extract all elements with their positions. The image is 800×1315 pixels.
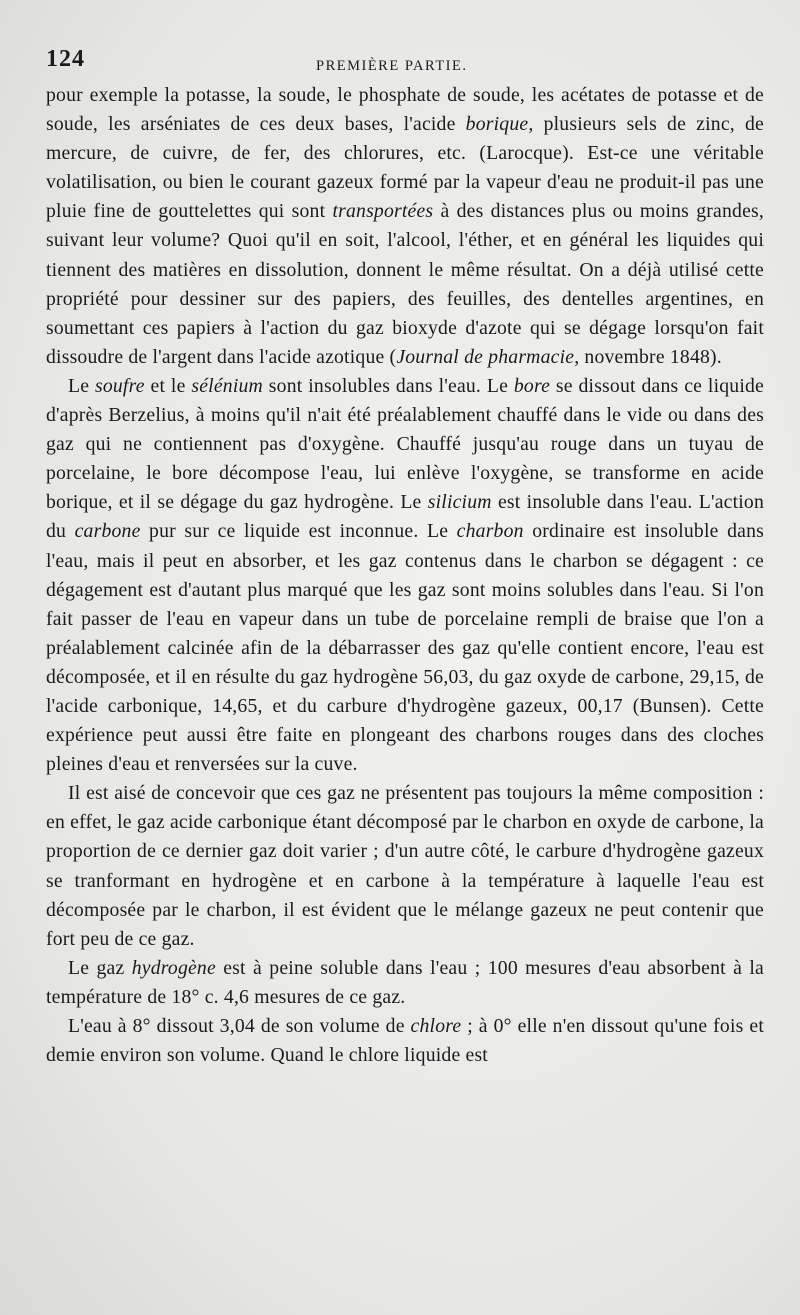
paragraph <box>46 954 764 1012</box>
italic-term: chlore <box>410 1015 462 1037</box>
paragraph <box>46 81 764 372</box>
text-run: , novembre 1848). <box>574 345 722 368</box>
running-head: PREMIÈRE PARTIE. <box>316 58 468 74</box>
text-run: Le <box>68 374 95 397</box>
text-run: Le gaz <box>68 956 132 979</box>
text-run: et le <box>144 374 192 397</box>
text-run: à des distances plus ou moins grandes, suivant leur volume? Quoi qu'il en soit, l'alcool, l'éther, et en général les liquides qui tiennent des matières en dissolution, donnent le même résultat. On a déjà utilisé cette propriété pour dessiner sur des papiers, des feuilles, des dentelles argentines, en soumettant ces papiers à l'action du gaz bioxyde d'azote qui se dégage lorsqu'on fait dissoudre de l'argent dans l'acide azotique ( <box>46 200 764 368</box>
text-run: est insoluble dans l'eau. L'action du <box>46 491 765 543</box>
text-run: Il est aisé de concevoir que ces gaz ne présentent pas toujours la même composition : en effet, le gaz acide carbonique étant décomposé par le charbon en oxyde de carbone, la proportion de ce dernier gaz doit varier ; d'un autre côté, le carbure d'hydrogène gazeux se tranformant en hydrogène et en carbone à la température à laquelle l'eau est décomposée par le charbon, il est évident que le mélange gazeux ne peut contenir que fort peu de ce gaz. <box>46 782 764 950</box>
paragraph <box>46 1012 764 1070</box>
italic-term: borique, <box>465 113 534 136</box>
italic-term: Journal de pharmacie <box>396 345 575 368</box>
italic-term: soufre <box>94 374 145 397</box>
body-text <box>46 81 764 1070</box>
text-run: ; à 0° elle n'en dissout qu'une fois et demie environ son volume. Quand le chlore liquide est <box>46 1015 764 1067</box>
text-run: L'eau à 8° dissout 3,04 de son volume de <box>68 1015 411 1037</box>
italic-term: bore <box>513 374 551 397</box>
italic-term: carbone <box>74 520 141 543</box>
text-run: pur sur ce liquide est inconnue. Le <box>140 520 457 543</box>
italic-term: transportées <box>332 200 434 223</box>
text-run: est à peine soluble dans l'eau ; 100 mesures d'eau absorbent à la température de 18° c. 4,6 mesures de ce gaz. <box>46 956 764 1008</box>
italic-term: sélénium <box>191 374 263 397</box>
text-run: pour exemple la potasse, la soude, le phosphate de soude, les acétates de potasse et de soude, les arséniates de ces deux bases, l'acide <box>46 84 764 136</box>
text-run: ordinaire est insoluble dans l'eau, mais il peut en absorber, et les gaz contenus dans le charbon se dégagent : ce dégagement est d'autant plus marqué que les gaz sont moins solubles dans l'eau. Si l'on fait passer de l'eau en vapeur dans un tube de porcelaine rempli de braise que l'on a préalablement calcinée afin de la débarrasser des gaz qu'elle contient encore, l'eau est décomposée, et il en résulte du gaz hydrogène 56,03, du gaz oxyde de carbone, 29,15, de l'acide carbonique, 14,65, et du carbure d'hydrogène gazeux, 00,17 (Bunsen). Cette expérience peut aussi être faite en plongeant des charbons rouges dans des cloches pleines d'eau et renversées sur la cuve. <box>46 520 764 776</box>
italic-term: charbon <box>456 520 524 543</box>
page-number: 124 <box>46 46 85 72</box>
paragraph <box>46 779 764 954</box>
italic-term: silicium <box>427 491 492 514</box>
paragraph <box>46 372 764 779</box>
text-run: plusieurs sels de zinc, de mercure, de cuivre, de fer, des chlorures, etc. (Larocque). Est-ce une véritable volatilisation, ou bien le courant gazeux formé par la vapeur d'eau ne produit-il pas une pluie fine de gouttelettes qui sont <box>46 113 764 223</box>
page-header <box>46 46 766 80</box>
text-run: se dissout dans ce liquide d'après Berzelius, à moins qu'il n'ait été préalablement chauffé dans le vide ou dans des gaz qui ne contiennent pas d'oxygène. Chauffé jusqu'au rouge dans un tuyau de porcelaine, le bore décompose l'eau, lui enlève l'oxygène, se transforme en acide borique, et il se dégage du gaz hydrogène. Le <box>46 374 764 514</box>
italic-term: hydrogène <box>131 956 216 979</box>
text-run: sont insolubles dans l'eau. Le <box>262 374 514 397</box>
